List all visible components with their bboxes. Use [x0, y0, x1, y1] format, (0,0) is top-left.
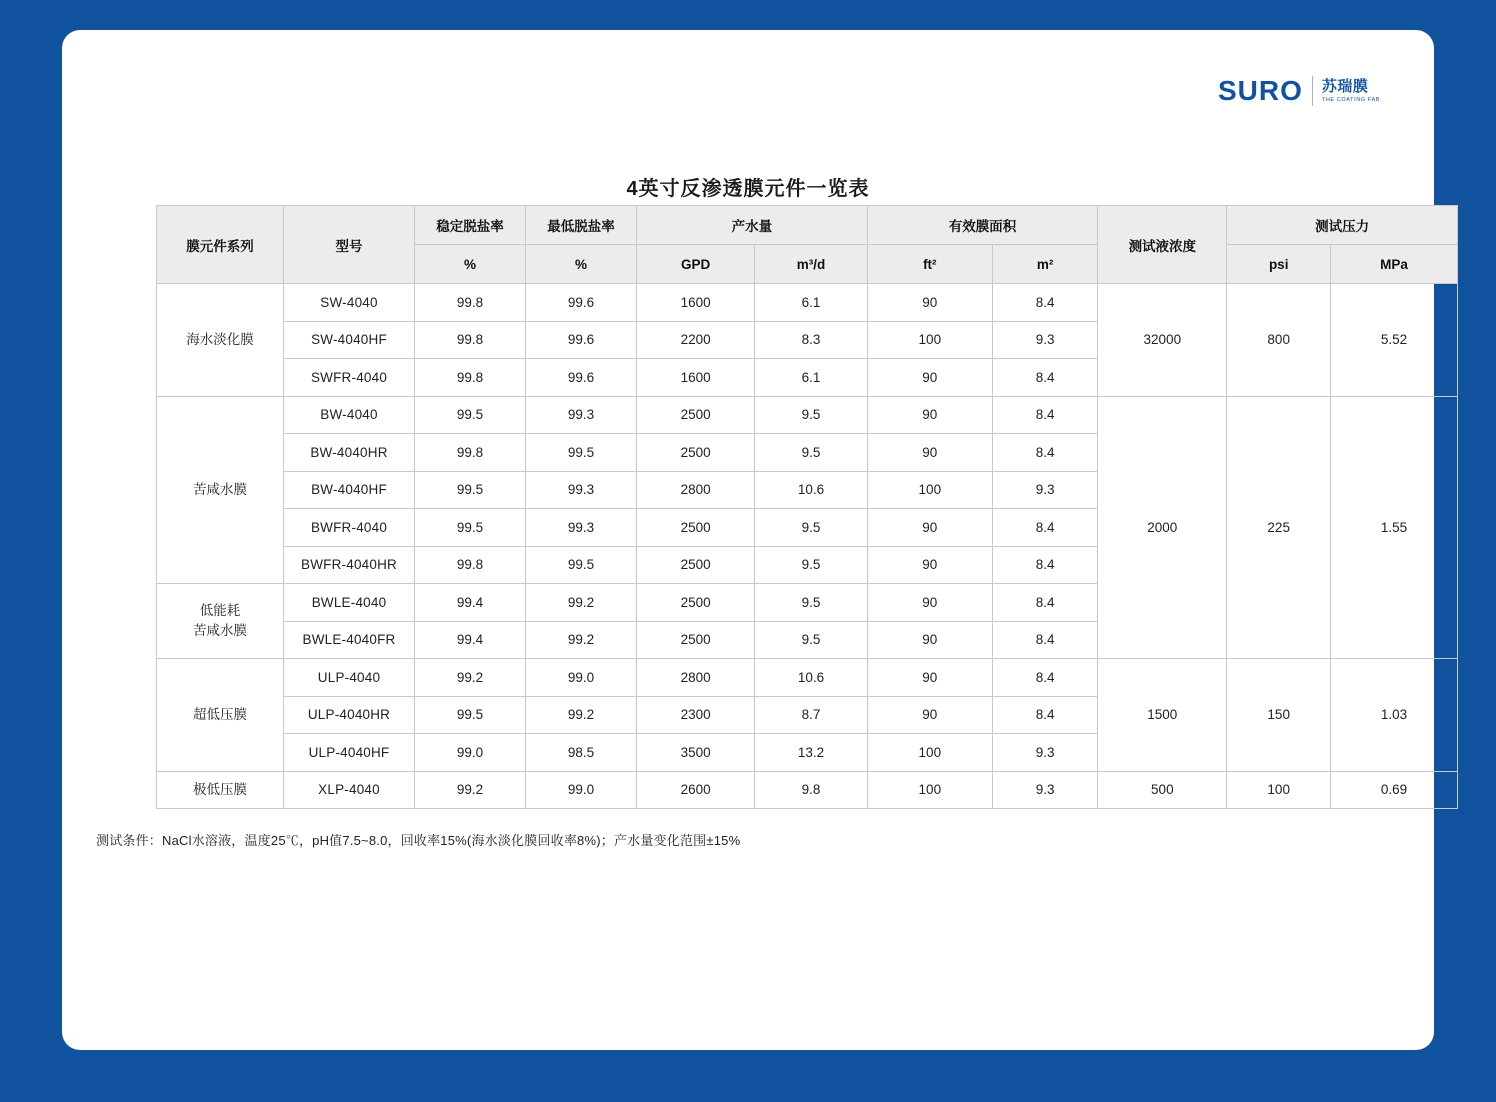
- area-ft2-cell: 90: [867, 696, 992, 734]
- stable-rejection-cell: 99.8: [415, 434, 526, 472]
- logo-wordmark: SURO: [1217, 75, 1303, 106]
- area-ft2-cell: 100: [867, 321, 992, 359]
- area-ft2-cell: 100: [867, 471, 992, 509]
- model-cell: BWFR-4040: [284, 509, 415, 547]
- area-ft2-cell: 90: [867, 284, 992, 322]
- flow-m3d-cell: 8.7: [755, 696, 867, 734]
- area-ft2-cell: 90: [867, 396, 992, 434]
- test-pressure-mpa-cell: 5.52: [1331, 284, 1458, 397]
- area-m2-cell: 8.4: [992, 396, 1097, 434]
- table-row: [157, 396, 1458, 434]
- min-rejection-cell: 99.2: [526, 584, 637, 622]
- stable-rejection-cell: 99.5: [415, 396, 526, 434]
- flow-m3d-cell: 9.5: [755, 546, 867, 584]
- area-m2-cell: 9.3: [992, 321, 1097, 359]
- flow-gpd-cell: 2500: [637, 584, 755, 622]
- table-body: [157, 284, 1458, 809]
- flow-m3d-cell: 9.5: [755, 584, 867, 622]
- stable-rejection-cell: 99.8: [415, 284, 526, 322]
- logo-chinese-name: 苏瑞膜: [1321, 78, 1369, 96]
- area-ft2-cell: 100: [867, 771, 992, 809]
- stable-rejection-cell: 99.4: [415, 584, 526, 622]
- area-ft2-cell: 90: [867, 359, 992, 397]
- flow-gpd-cell: 2500: [637, 621, 755, 659]
- flow-m3d-cell: 6.1: [755, 359, 867, 397]
- min-rejection-cell: 99.6: [526, 321, 637, 359]
- min-rejection-cell: 99.2: [526, 696, 637, 734]
- min-rejection-cell: 99.5: [526, 434, 637, 472]
- model-cell: SW-4040: [284, 284, 415, 322]
- min-rejection-cell: 99.3: [526, 509, 637, 547]
- area-m2-cell: 9.3: [992, 734, 1097, 772]
- model-cell: SWFR-4040: [284, 359, 415, 397]
- model-cell: XLP-4040: [284, 771, 415, 809]
- flow-m3d-cell: 9.5: [755, 509, 867, 547]
- flow-m3d-cell: 6.1: [755, 284, 867, 322]
- flow-m3d-cell: 10.6: [755, 471, 867, 509]
- test-concentration-cell: 32000: [1098, 284, 1227, 397]
- flow-m3d-cell: 13.2: [755, 734, 867, 772]
- area-m2-cell: 8.4: [992, 434, 1097, 472]
- table-row: [157, 659, 1458, 697]
- model-cell: SW-4040HF: [284, 321, 415, 359]
- flow-gpd-cell: 2500: [637, 509, 755, 547]
- header-min-rejection: 最低脱盐率: [526, 206, 637, 245]
- test-concentration-cell: 1500: [1098, 659, 1227, 772]
- document-page: [62, 30, 1434, 1050]
- area-m2-cell: 8.4: [992, 696, 1097, 734]
- flow-gpd-cell: 2200: [637, 321, 755, 359]
- header-test-concentration: 测试液浓度: [1098, 206, 1227, 284]
- table-header-row-top: [157, 206, 1458, 245]
- area-m2-cell: 8.4: [992, 546, 1097, 584]
- unit-percent-min: %: [526, 245, 637, 284]
- min-rejection-cell: 99.2: [526, 621, 637, 659]
- min-rejection-cell: 99.0: [526, 771, 637, 809]
- flow-gpd-cell: 3500: [637, 734, 755, 772]
- header-active-area: 有效膜面积: [867, 206, 1098, 245]
- stable-rejection-cell: 99.8: [415, 321, 526, 359]
- stable-rejection-cell: 99.5: [415, 509, 526, 547]
- table-header: [157, 206, 1458, 284]
- series-cell: 低能耗 苦咸水膜: [157, 584, 284, 659]
- flow-gpd-cell: 2600: [637, 771, 755, 809]
- min-rejection-cell: 99.3: [526, 396, 637, 434]
- area-m2-cell: 8.4: [992, 659, 1097, 697]
- area-m2-cell: 8.4: [992, 621, 1097, 659]
- unit-m2: m²: [992, 245, 1097, 284]
- model-cell: BW-4040HR: [284, 434, 415, 472]
- area-m2-cell: 9.3: [992, 471, 1097, 509]
- unit-psi: psi: [1227, 245, 1331, 284]
- model-cell: ULP-4040HR: [284, 696, 415, 734]
- area-ft2-cell: 90: [867, 659, 992, 697]
- area-m2-cell: 9.3: [992, 771, 1097, 809]
- test-pressure-psi-cell: 225: [1227, 396, 1331, 659]
- stable-rejection-cell: 99.2: [415, 659, 526, 697]
- area-m2-cell: 8.4: [992, 509, 1097, 547]
- series-cell: 超低压膜: [157, 659, 284, 772]
- area-ft2-cell: 90: [867, 434, 992, 472]
- test-pressure-psi-cell: 100: [1227, 771, 1331, 809]
- min-rejection-cell: 99.3: [526, 471, 637, 509]
- flow-gpd-cell: 2500: [637, 396, 755, 434]
- flow-gpd-cell: 2300: [637, 696, 755, 734]
- model-cell: BWFR-4040HR: [284, 546, 415, 584]
- stable-rejection-cell: 99.5: [415, 471, 526, 509]
- area-ft2-cell: 90: [867, 621, 992, 659]
- unit-gpd: GPD: [637, 245, 755, 284]
- flow-m3d-cell: 9.5: [755, 434, 867, 472]
- unit-m3d: m³/d: [755, 245, 867, 284]
- model-cell: BW-4040HF: [284, 471, 415, 509]
- test-pressure-mpa-cell: 1.03: [1331, 659, 1458, 772]
- header-series: 膜元件系列: [157, 206, 284, 284]
- header-test-pressure: 测试压力: [1227, 206, 1458, 245]
- header-stable-rejection: 稳定脱盐率: [415, 206, 526, 245]
- min-rejection-cell: 99.5: [526, 546, 637, 584]
- model-cell: BWLE-4040: [284, 584, 415, 622]
- flow-m3d-cell: 9.5: [755, 621, 867, 659]
- model-cell: BW-4040: [284, 396, 415, 434]
- test-pressure-mpa-cell: 0.69: [1331, 771, 1458, 809]
- flow-m3d-cell: 9.8: [755, 771, 867, 809]
- test-pressure-psi-cell: 150: [1227, 659, 1331, 772]
- table-row: [157, 284, 1458, 322]
- flow-m3d-cell: 8.3: [755, 321, 867, 359]
- table-row: [157, 771, 1458, 809]
- area-ft2-cell: 90: [867, 546, 992, 584]
- test-pressure-mpa-cell: 1.55: [1331, 396, 1458, 659]
- spec-table: [156, 205, 1458, 809]
- page-title: 4英寸反渗透膜元件一览表: [626, 178, 870, 200]
- header-permeate-flow: 产水量: [637, 206, 868, 245]
- header-model: 型号: [284, 206, 415, 284]
- area-ft2-cell: 100: [867, 734, 992, 772]
- flow-gpd-cell: 2800: [637, 471, 755, 509]
- flow-m3d-cell: 10.6: [755, 659, 867, 697]
- unit-percent-stable: %: [415, 245, 526, 284]
- stable-rejection-cell: 99.8: [415, 546, 526, 584]
- test-conditions-note: 测试条件：NaCl水溶液，温度25℃，pH值7.5~8.0，回收率15%(海水淡化膜回收率8%)；产水量变化范围±15%: [96, 833, 741, 848]
- model-cell: ULP-4040: [284, 659, 415, 697]
- test-concentration-cell: 2000: [1098, 396, 1227, 659]
- min-rejection-cell: 99.0: [526, 659, 637, 697]
- series-cell: 海水淡化膜: [157, 284, 284, 397]
- min-rejection-cell: 98.5: [526, 734, 637, 772]
- unit-mpa: MPa: [1331, 245, 1458, 284]
- stable-rejection-cell: 99.5: [415, 696, 526, 734]
- min-rejection-cell: 99.6: [526, 284, 637, 322]
- unit-ft2: ft²: [867, 245, 992, 284]
- area-m2-cell: 8.4: [992, 584, 1097, 622]
- stable-rejection-cell: 99.4: [415, 621, 526, 659]
- stable-rejection-cell: 99.8: [415, 359, 526, 397]
- logo-tagline: THE COATING FAB: [1321, 97, 1380, 104]
- area-m2-cell: 8.4: [992, 284, 1097, 322]
- model-cell: ULP-4040HF: [284, 734, 415, 772]
- area-ft2-cell: 90: [867, 509, 992, 547]
- flow-m3d-cell: 9.5: [755, 396, 867, 434]
- area-ft2-cell: 90: [867, 584, 992, 622]
- flow-gpd-cell: 2800: [637, 659, 755, 697]
- test-concentration-cell: 500: [1098, 771, 1227, 809]
- flow-gpd-cell: 2500: [637, 546, 755, 584]
- flow-gpd-cell: 2500: [637, 434, 755, 472]
- test-pressure-psi-cell: 800: [1227, 284, 1331, 397]
- model-cell: BWLE-4040FR: [284, 621, 415, 659]
- series-cell: 苦咸水膜: [157, 396, 284, 584]
- flow-gpd-cell: 1600: [637, 359, 755, 397]
- stable-rejection-cell: 99.2: [415, 771, 526, 809]
- series-cell: 极低压膜: [157, 771, 284, 809]
- table-container: [122, 30, 1408, 1050]
- flow-gpd-cell: 1600: [637, 284, 755, 322]
- stable-rejection-cell: 99.0: [415, 734, 526, 772]
- area-m2-cell: 8.4: [992, 359, 1097, 397]
- min-rejection-cell: 99.6: [526, 359, 637, 397]
